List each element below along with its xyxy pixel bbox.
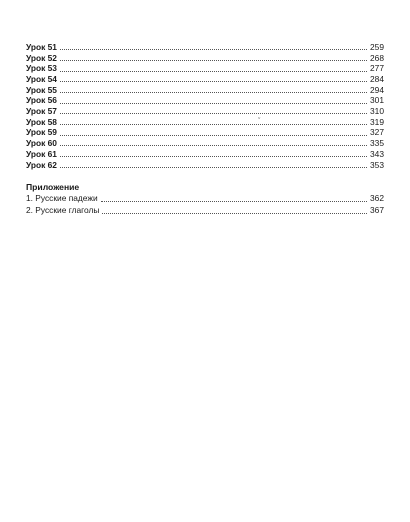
toc-entry xyxy=(26,42,384,53)
dot-leader xyxy=(60,167,367,168)
toc-entry-page-number: 353 xyxy=(370,159,384,170)
dot-leader xyxy=(60,71,367,72)
toc-entry-page-number: 294 xyxy=(370,84,384,95)
toc-entry xyxy=(26,160,384,171)
toc-entry-page-number: 277 xyxy=(370,63,384,74)
toc-entry-page-number: 268 xyxy=(370,52,384,63)
toc-entry xyxy=(26,85,384,96)
dot-leader xyxy=(60,145,367,146)
toc-entry xyxy=(26,205,384,217)
appendix-title: Приложение xyxy=(26,182,80,193)
toc-entry-label: Урок 52 xyxy=(26,52,57,63)
toc-entry-page-number: 335 xyxy=(370,138,384,149)
toc-entry-page-number: 362 xyxy=(370,193,384,204)
toc-entry-page-number: 259 xyxy=(370,41,384,52)
toc-entry xyxy=(26,117,384,128)
dot-leader xyxy=(60,49,367,50)
toc-entry-label: Урок 56 xyxy=(26,95,57,106)
toc-entry xyxy=(26,138,384,149)
dot-leader xyxy=(60,156,367,157)
toc-entry xyxy=(26,149,384,160)
toc-entry-label: Урок 54 xyxy=(26,74,57,85)
toc-entry-page-number: 367 xyxy=(370,204,384,215)
dot-leader xyxy=(60,60,367,61)
toc-entry-page-number: 319 xyxy=(370,116,384,127)
toc-entry xyxy=(26,106,384,117)
toc-entry xyxy=(26,128,384,139)
toc-entry-label: Урок 62 xyxy=(26,159,57,170)
stray-mark: ˇ xyxy=(258,118,261,125)
toc-entry xyxy=(26,95,384,106)
toc-entry-page-number: 284 xyxy=(370,74,384,85)
dot-leader xyxy=(60,81,367,82)
toc-entry-page-number: 327 xyxy=(370,127,384,138)
toc-entry-label: Урок 58 xyxy=(26,116,57,127)
toc-entry-label: Урок 51 xyxy=(26,41,57,52)
dot-leader xyxy=(60,103,367,104)
toc-entry-label: Урок 60 xyxy=(26,138,57,149)
toc-entry-label: Урок 61 xyxy=(26,148,57,159)
toc-entry xyxy=(26,193,384,205)
dot-leader xyxy=(102,213,367,214)
toc-entry-label: Урок 57 xyxy=(26,106,57,117)
lesson-list xyxy=(26,42,384,170)
toc-entry xyxy=(26,53,384,64)
toc-entry-page-number: 301 xyxy=(370,95,384,106)
toc-entry-label: Урок 53 xyxy=(26,63,57,74)
toc-entry-page-number: 310 xyxy=(370,106,384,117)
toc-entry-label: Урок 59 xyxy=(26,127,57,138)
toc-entry xyxy=(26,74,384,85)
dot-leader xyxy=(60,92,367,93)
toc-entry-label: Урок 55 xyxy=(26,84,57,95)
toc-entry-label: 1. Русские падежи xyxy=(26,193,98,204)
toc-entry-label: 2. Русские глаголы xyxy=(26,204,100,215)
appendix-list xyxy=(26,193,384,216)
dot-leader xyxy=(101,201,367,202)
toc-entry xyxy=(26,63,384,74)
dot-leader xyxy=(60,135,367,136)
table-of-contents xyxy=(26,42,384,216)
dot-leader xyxy=(60,124,367,125)
dot-leader xyxy=(60,113,367,114)
toc-entry-page-number: 343 xyxy=(370,148,384,159)
